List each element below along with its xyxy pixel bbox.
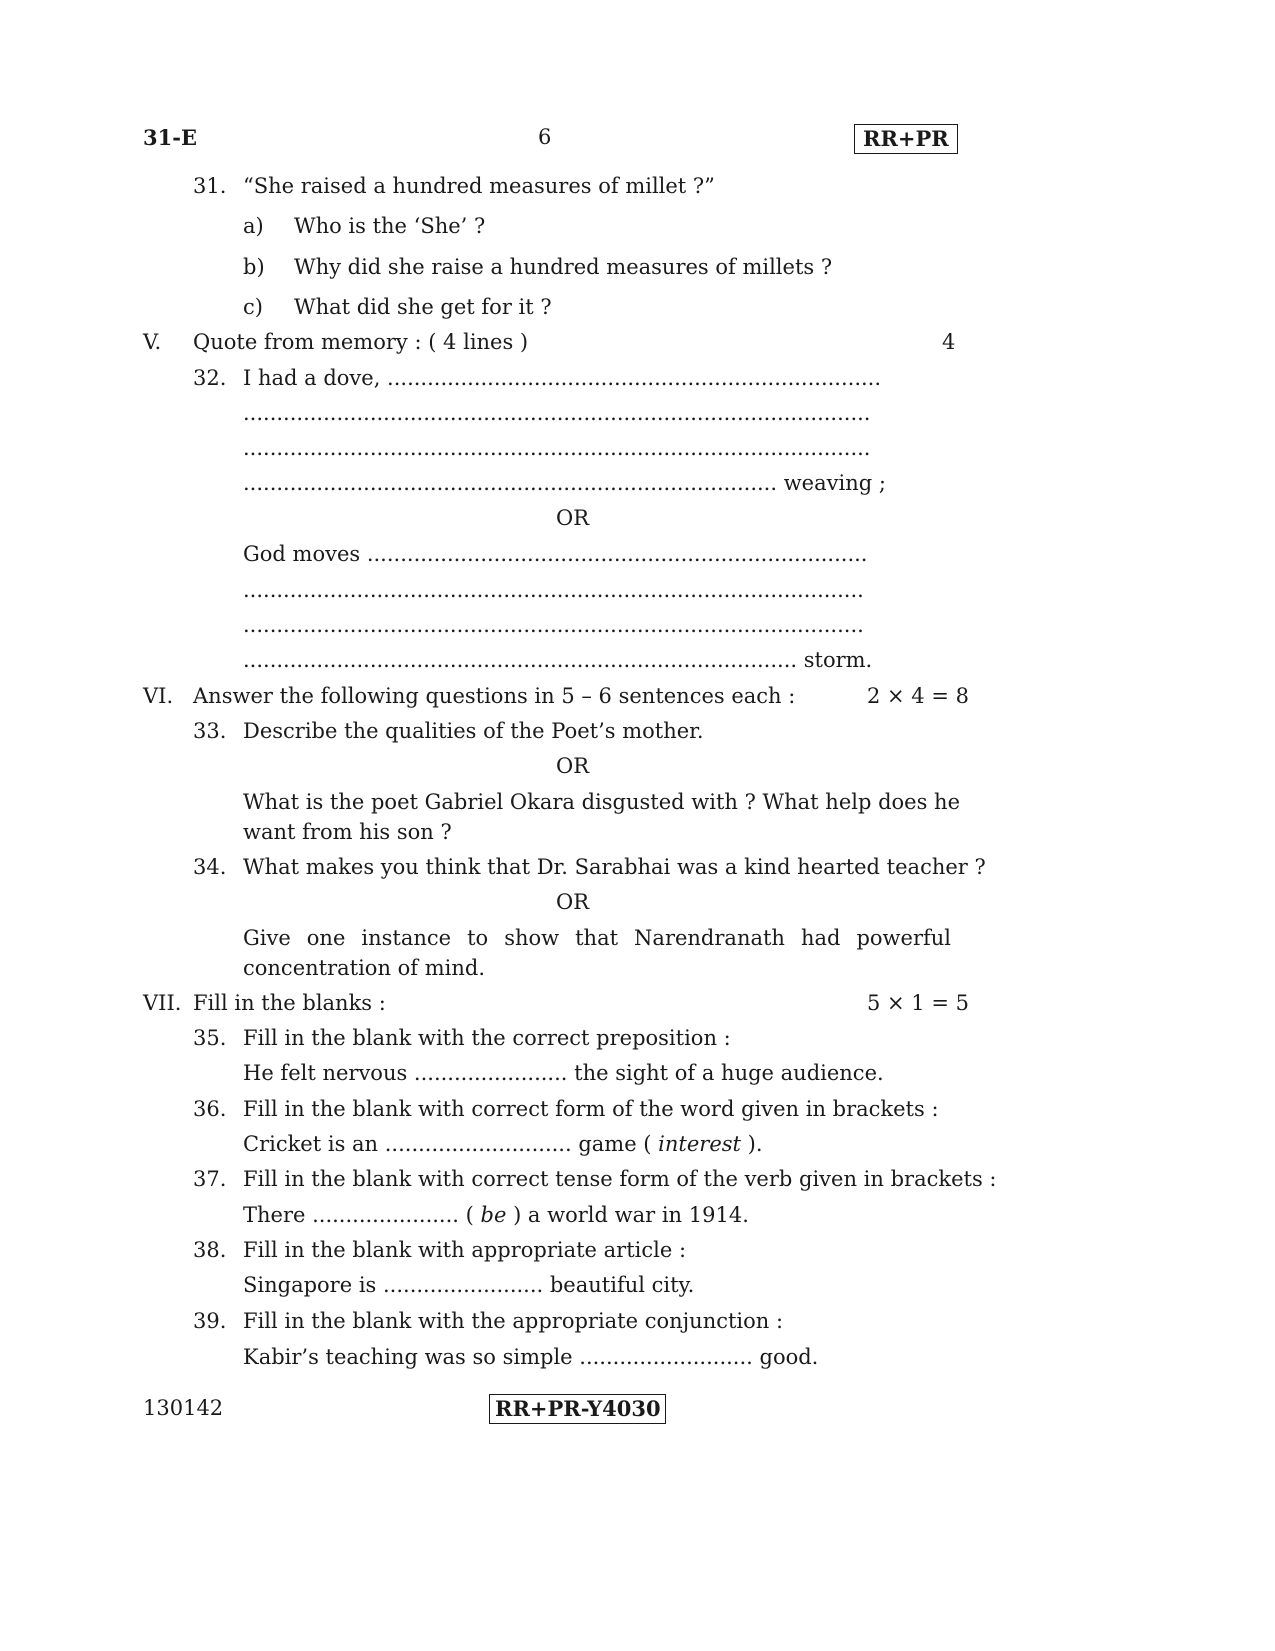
section-marks: 2 × 4 = 8 [867,684,969,708]
section-title: Answer the following questions in 5 – 6 sentences each : [193,684,796,708]
question-text: concentration of mind. [243,956,486,980]
bracket-word: interest [658,1132,741,1156]
quote-line: ............................................................................................. [243,613,864,637]
sub-question: Who is the ‘She’ ? [294,214,486,238]
question-instruction: Fill in the blank with appropriate article : [243,1238,687,1262]
question-instruction: Fill in the blank with correct tense form of the verb given in brackets : [243,1167,997,1191]
fill-sentence: There ...................... ( be ) a world war in 1914. [243,1203,749,1227]
question-text: Describe the qualities of the Poet’s mother. [243,719,704,743]
sub-label: a) [243,214,264,238]
question-number: 32. [193,366,227,390]
question-instruction: Fill in the blank with the appropriate conjunction : [243,1309,784,1333]
question-number: 31. [193,174,227,198]
question-instruction: Fill in the blank with correct form of the word given in brackets : [243,1097,939,1121]
quote-line: ................................................................................ weaving ; [243,471,886,495]
or-divider: OR [556,754,590,778]
sub-question: Why did she raise a hundred measures of millets ? [294,255,833,279]
question-text: What is the poet Gabriel Okara disgusted with ? What help does he [243,790,960,814]
fill-sentence: Cricket is an ............................ game ( interest ). [243,1132,763,1156]
question-number: 34. [193,855,227,879]
bracket-word: be [480,1203,507,1227]
question-number: 37. [193,1167,227,1191]
section-numeral: VII. [143,991,182,1015]
section-title: Quote from memory : ( 4 lines ) [193,330,529,354]
question-number: 33. [193,719,227,743]
section-marks: 5 × 1 = 5 [867,991,969,1015]
footer-code: 130142 [143,1396,224,1420]
sub-label: c) [243,295,263,319]
question-instruction: Fill in the blank with the correct preposition : [243,1026,731,1050]
question-text: What makes you think that Dr. Sarabhai was a kind hearted teacher ? [243,855,986,879]
section-marks: 4 [942,330,956,354]
question-number: 38. [193,1238,227,1262]
page-number: 6 [538,125,552,149]
question-text: Give one instance to show that Narendranath had powerful [243,926,951,950]
or-divider: OR [556,890,590,914]
sub-label: b) [243,255,265,279]
question-number: 36. [193,1097,227,1121]
paper-code: 31-E [143,125,197,150]
fill-sentence: He felt nervous ....................... the sight of a huge audience. [243,1061,884,1085]
footer-badge: RR+PR-Y4030 [489,1394,666,1424]
fill-sentence: Singapore is ........................ beautiful city. [243,1273,695,1297]
quote-line: ................................................................................... storm. [243,648,873,672]
question-text: want from his son ? [243,820,452,844]
section-title: Fill in the blanks : [193,991,386,1015]
section-numeral: VI. [143,684,174,708]
sub-question: What did she get for it ? [294,295,552,319]
quote-line: I had a dove, .......................................................................... [243,366,882,390]
or-divider: OR [556,506,590,530]
fill-sentence: Kabir’s teaching was so simple .......................... good. [243,1345,819,1369]
section-numeral: V. [143,330,162,354]
quote-line: ............................................................................................. [243,578,864,602]
quote-line: God moves ........................................................................... [243,542,868,566]
quote-line: .............................................................................................. [243,401,871,425]
question-number: 35. [193,1026,227,1050]
question-number: 39. [193,1309,227,1333]
question-text: “She raised a hundred measures of millet ?” [243,174,715,198]
quote-line: .............................................................................................. [243,436,871,460]
series-badge: RR+PR [854,124,958,154]
